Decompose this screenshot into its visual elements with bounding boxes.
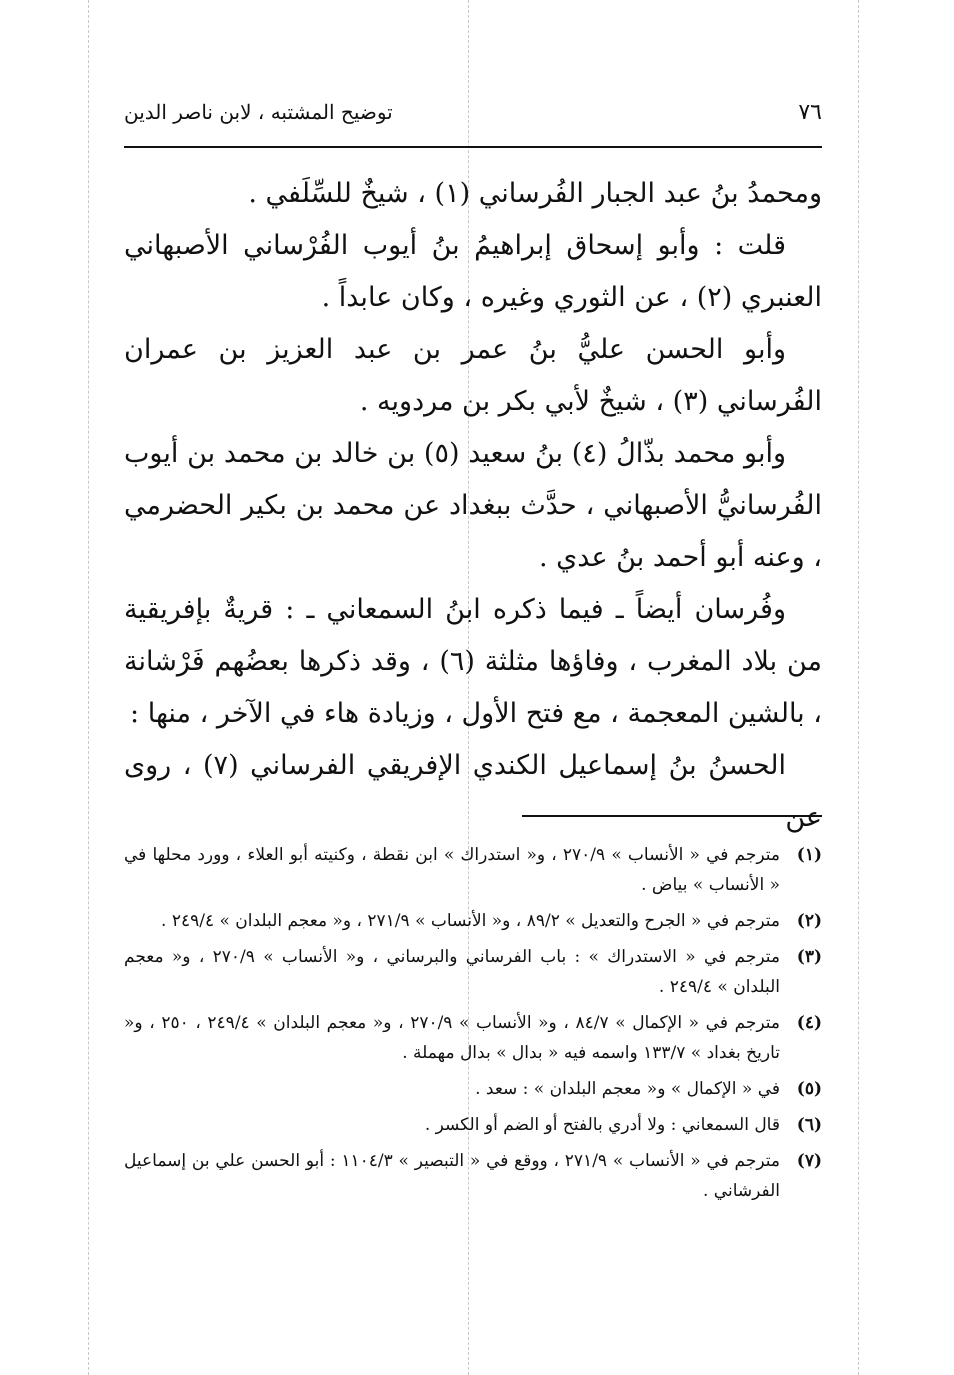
footnotes: [124, 840, 822, 1212]
scan-guide-line: [858, 0, 859, 1375]
footnote-number: (٧): [796, 1151, 822, 1171]
main-text: [124, 168, 822, 844]
footnote: [124, 1008, 822, 1068]
paragraph: وأبو الحسن عليُّ بنُ عمر بن عبد العزيز بن عمران الفُرساني (٣) ، شيخٌ لأبي بكر بن مردويه .: [124, 334, 822, 417]
footnote-number: (٤): [796, 1013, 822, 1033]
paragraph: ومحمدُ بنُ عبد الجبار الفُرساني (١) ، شيخٌ للسِّلَفي .: [248, 178, 822, 209]
footnote-text: مترجم في « الإكمال » ٨٤/٧ ، و« الأنساب » ٢٧٠/٩ ، و« معجم البلدان » ٢٤٩/٤ ، ٢٥٠ ، و« تاريخ بغداد » ١٣٣/٧ واسمه فيه « بدال » بدال مهملة .: [124, 1013, 781, 1063]
footnote-text: مترجم في « الاستدراك » : باب الفرساني والبرساني ، و« الأنساب » ٢٧٠/٩ ، و« معجم البلدان » ٢٤٩/٤ .: [124, 947, 780, 997]
footnote-number: (١): [796, 845, 822, 865]
footnote-text: مترجم في « الجرح والتعديل » ٨٩/٢ ، و« الأنساب » ٢٧١/٩ ، و« معجم البلدان » ٢٤٩/٤ .: [161, 911, 780, 931]
paragraph: وفُرسان أيضاً ـ فيما ذكره ابنُ السمعاني ـ : قريةٌ بإفريقية من بلاد المغرب ، وفاؤها مثلثة (٦) ، وقد ذكرها بعضُهم فَرْشانة ، بالشين المعجمة ، مع فتح الأول ، وزيادة هاء في الآخر ، منها :: [124, 594, 822, 729]
page-header: [124, 96, 822, 132]
footnote-text: في « الإكمال » و« معجم البلدان » : سعد .: [475, 1079, 780, 1099]
header-divider: [124, 146, 822, 148]
footnote: [124, 1146, 822, 1206]
footnote-text: مترجم في « الأنساب » ٢٧٠/٩ ، و« استدراك » ابن نقطة ، وكنيته أبو العلاء ، وورد محلها في « الأنساب » بياض .: [124, 845, 780, 895]
footnote: [124, 1110, 822, 1140]
footnote-number: (٥): [796, 1079, 822, 1099]
footnote-number: (٢): [796, 911, 822, 931]
paragraph: الحسنُ بنُ إسماعيل الكندي الإفريقي الفرساني (٧) ، روى عن: [124, 750, 822, 833]
footnote: [124, 942, 822, 1002]
page-number: ٧٦: [798, 100, 822, 125]
scan-guide-line: [88, 0, 89, 1375]
footnote: [124, 840, 822, 900]
footnote-divider: [522, 815, 822, 817]
paragraph: قلت : وأبو إسحاق إبراهيمُ بنُ أيوب الفُرْساني الأصبهاني العنبري (٢) ، عن الثوري وغيره ، وكان عابداً .: [124, 230, 822, 313]
footnote: [124, 1074, 822, 1104]
footnote-text: قال السمعاني : ولا أدري بالفتح أو الضم أو الكسر .: [424, 1115, 780, 1135]
running-title: توضيح المشتبه ، لابن ناصر الدين: [124, 100, 393, 124]
footnote-number: (٦): [796, 1115, 822, 1135]
footnote-text: مترجم في « الأنساب » ٢٧١/٩ ، ووقع في « التبصير » ١١٠٤/٣ : أبو الحسن علي بن إسماعيل الفرشاني .: [124, 1151, 780, 1201]
footnote-number: (٣): [796, 947, 822, 967]
paragraph: وأبو محمد بذّالُ (٤) بنُ سعيد (٥) بن خالد بن محمد بن أيوب الفُرسانيُّ الأصبهاني ، حدَّث ببغداد عن محمد بن بكير الحضرمي ، وعنه أبو أحمد بنُ عدي .: [124, 438, 822, 573]
footnote: [124, 906, 822, 936]
